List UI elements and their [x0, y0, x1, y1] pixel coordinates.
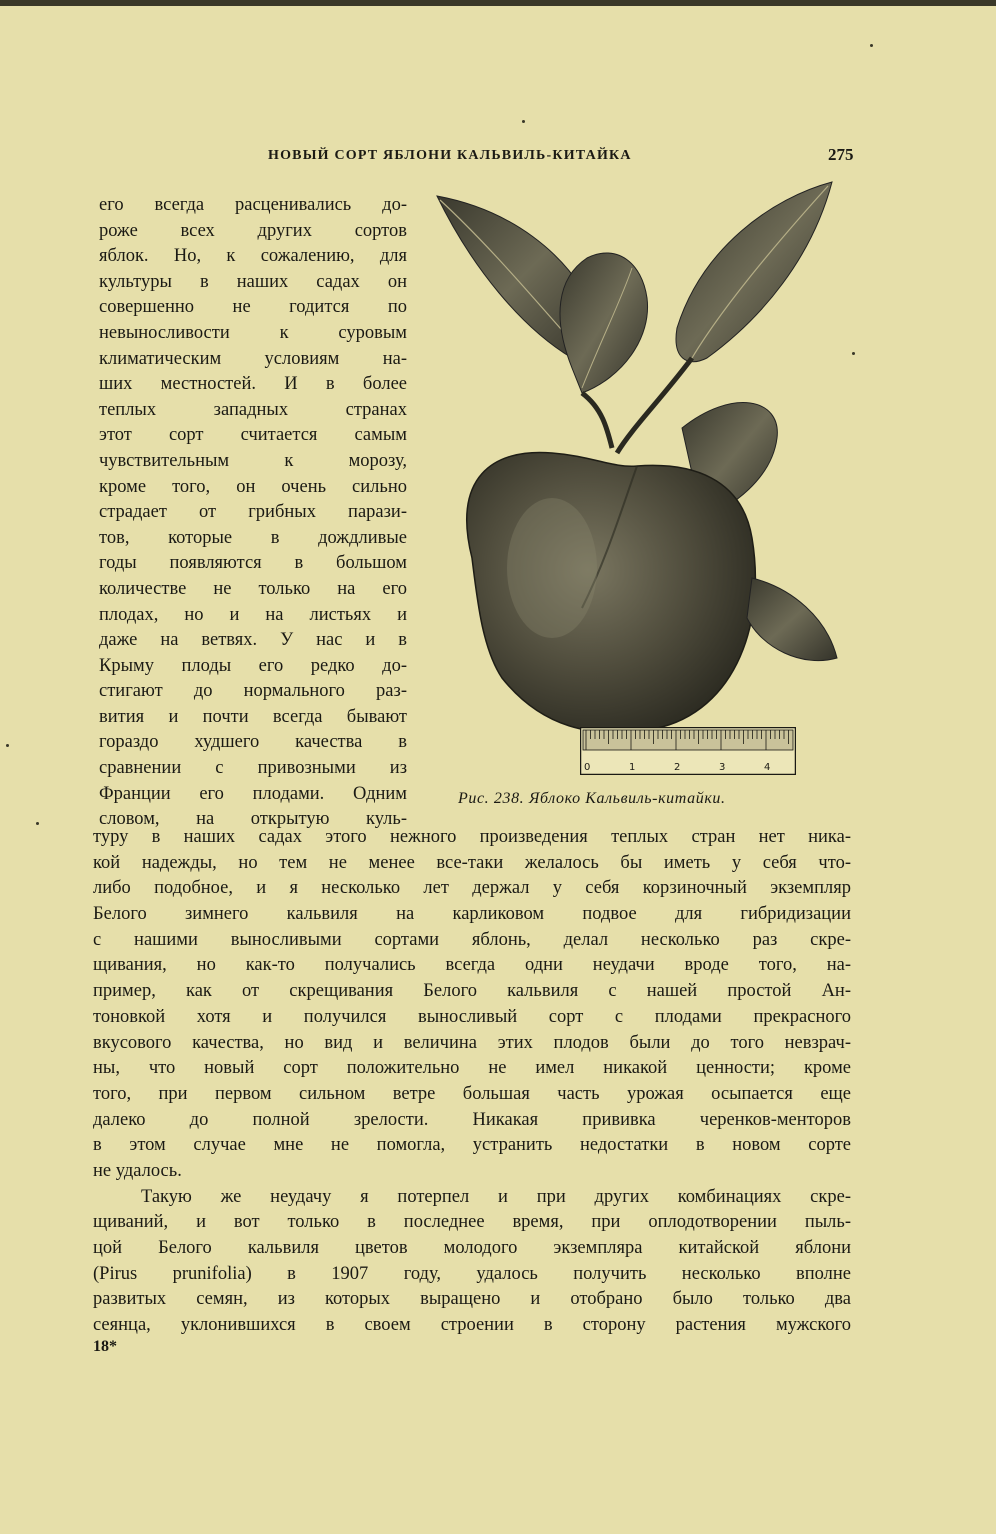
text-line: гораздо худшего качества в [99, 732, 407, 753]
text-line: далеко до полной зрелости. Никакая прививка черенков-менторов [93, 1109, 851, 1130]
text-line: культуры в наших садах он [99, 271, 407, 292]
text-line: щиваний, и вот только в последнее время, при оплодотворении пыль- [93, 1212, 851, 1233]
text-line: страдает от грибных парази- [99, 502, 407, 523]
text-line: того, при первом сильном ветре большая часть урожая осыпается еще [93, 1083, 851, 1104]
text-line: кой надежды, но тем не менее все-таки желалось бы иметь у себя что- [93, 852, 851, 873]
running-title: НОВЫЙ СОРТ ЯБЛОНИ КАЛЬВИЛЬ-КИТАЙКА [268, 148, 632, 163]
text-line: в этом случае мне не помогла, устранить недостатки в новом сорте [93, 1135, 851, 1156]
text-line: словом, на открытую куль- [99, 809, 407, 830]
paper-speck [6, 744, 9, 747]
text-line: количестве не только на его [99, 578, 407, 599]
text-line: Франции его плодами. Одним [99, 783, 407, 804]
text-line: пример, как от скрещивания Белого кальвиля с нашей простой Ан- [93, 981, 851, 1002]
text-line: ны, что новый сорт положительно не имел никакой ценности; кроме [93, 1058, 851, 1079]
page-number: 275 [828, 145, 854, 164]
scale-ruler [580, 727, 796, 775]
text-line: ших местностей. И в более [99, 374, 407, 395]
text-line: кроме того, он очень сильно [99, 476, 407, 497]
text-line: его всегда расценивались до- [99, 195, 407, 215]
text-line: тоновкой хотя и получился выносливый сорт с плодами прекрасного [93, 1006, 851, 1027]
ruler-label: 0 [584, 762, 591, 773]
text-line: вития и почти всегда бывают [99, 706, 407, 727]
narrow-text-column [99, 193, 407, 833]
text-line: чувствительным к морозу, [99, 450, 407, 471]
text-line: роже всех других сортов [99, 220, 407, 241]
ruler-label: 2 [674, 762, 681, 773]
text-line: сеянца, уклонившихся в своем строении в сторону растения мужского [93, 1315, 851, 1336]
text-line: яблок. Но, к сожалению, для [99, 246, 407, 267]
paper-speck [852, 352, 855, 355]
ruler-label: 1 [629, 762, 636, 773]
text-line: либо подобное, и я несколько лет держал у себя корзиночный экземпляр [93, 878, 851, 899]
apple-illustration [432, 178, 842, 738]
text-line: вкусового качества, но вид и величина этих плодов были до того невзрач- [93, 1032, 851, 1053]
text-line: невыносливости к суровым [99, 322, 407, 343]
ruler-label: 4 [764, 762, 771, 773]
text-line: стигают до нормального раз- [99, 681, 407, 702]
paper-speck [36, 822, 39, 825]
text-line: совершенно не годится по [99, 297, 407, 318]
text-line: (Pirus prunifolia) в 1907 году, удалось получить несколько вполне [93, 1263, 851, 1284]
text-line: щивания, но как-то получались всегда одни неудачи вроде того, на- [93, 955, 851, 976]
text-line: с нашими выносливыми сортами яблонь, делал несколько раз скре- [93, 929, 851, 950]
text-line: годы появляются в большом [99, 553, 407, 574]
text-line: Крыму плоды его редко до- [99, 655, 407, 676]
paper-speck [522, 120, 525, 123]
text-line: Белого зимнего кальвиля на карликовом подвое для гибридизации [93, 904, 851, 925]
text-line: даже на ветвях. У нас и в [99, 630, 407, 651]
signature-mark: 18* [93, 1338, 117, 1355]
paragraph-first-line: Такую же неудачу я потерпел и при других комбинациях скре- [141, 1186, 851, 1207]
text-line: плодах, но и на листьях и [99, 604, 407, 625]
text-line: цой Белого кальвиля цветов молодого экземпляра китайской яблони [93, 1238, 851, 1258]
text-line: тов, которые в дождливые [99, 527, 407, 548]
text-line: теплых западных странах [99, 399, 407, 420]
text-line: климатическим условиям на- [99, 348, 407, 369]
text-line: развитых семян, из которых выращено и отобрано было только два [93, 1289, 851, 1310]
text-line: сравнении с привозными из [99, 758, 407, 779]
ruler-label: 3 [719, 762, 726, 773]
figure-caption: Рис. 238. Яблоко Кальвиль-китайки. [458, 790, 726, 807]
paper-speck [870, 44, 873, 47]
text-line: не удалось. [93, 1160, 182, 1181]
wide-text-column [93, 825, 851, 1339]
page-top-edge [0, 0, 996, 6]
text-line: этот сорт считается самым [99, 425, 407, 446]
text-line: туру в наших садах этого нежного произведения теплых стран нет ника- [93, 827, 851, 847]
